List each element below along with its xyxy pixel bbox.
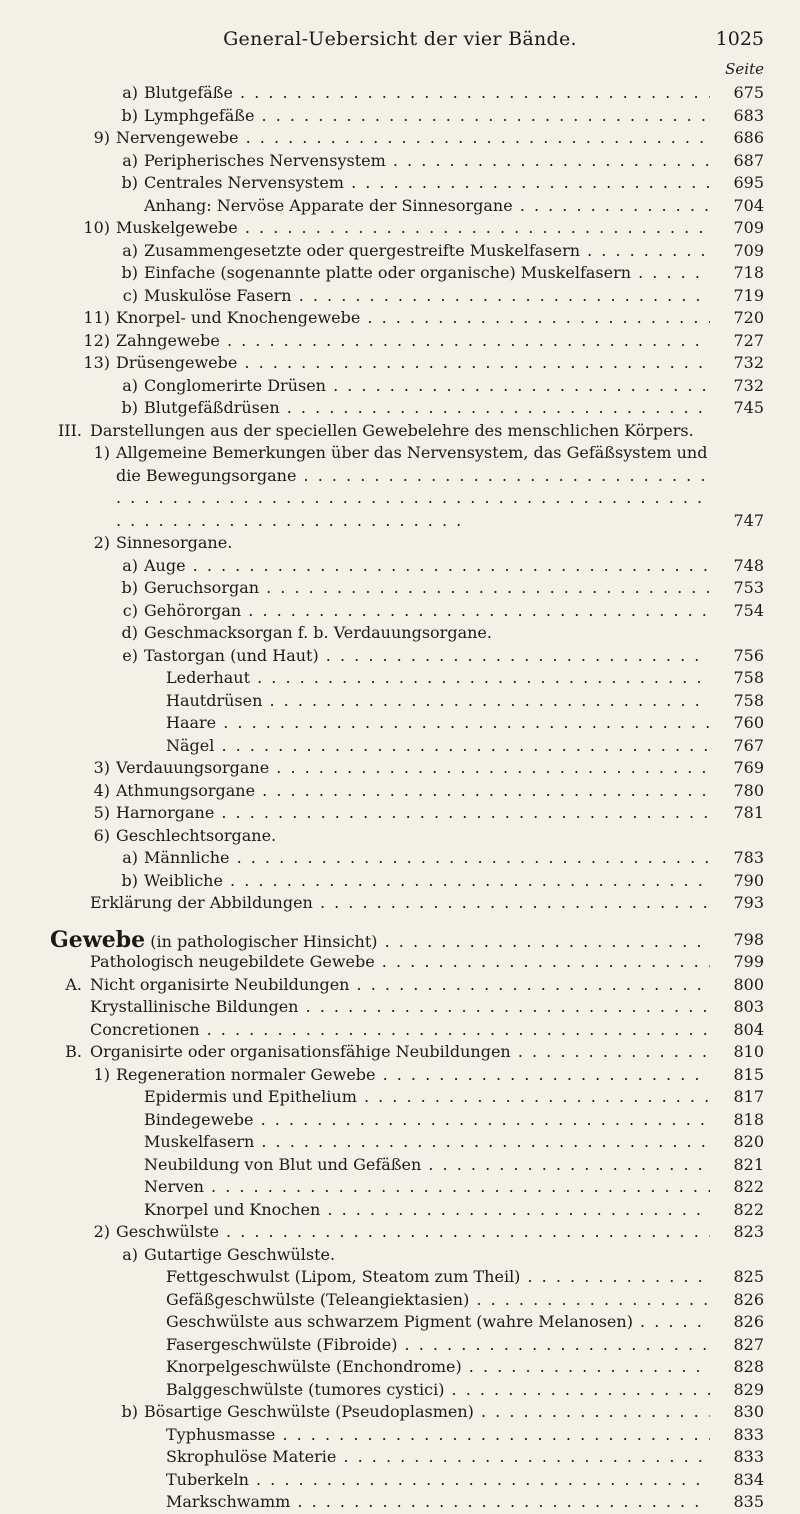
toc-entry bbox=[50, 352, 764, 375]
toc-entry-title bbox=[144, 870, 710, 893]
toc-entry-text: Hautdrüsen bbox=[166, 690, 263, 710]
toc-entry-title bbox=[116, 307, 710, 330]
toc-entry-title bbox=[166, 1289, 710, 1312]
toc-entry-title bbox=[144, 555, 710, 578]
toc-entry-text: Nerven bbox=[144, 1177, 204, 1196]
toc-entry bbox=[50, 150, 764, 173]
toc-entry-text: Nägel bbox=[166, 735, 215, 755]
toc-entry-page: 732 bbox=[712, 352, 764, 375]
toc-entry-page: 783 bbox=[712, 847, 764, 870]
toc-entry-title bbox=[166, 1266, 710, 1289]
toc-entry-label: 1) bbox=[93, 443, 110, 462]
toc-entry-text: Geschmacksorgan f. b. Verdauungsorgane. bbox=[144, 623, 492, 642]
toc-entry bbox=[50, 1244, 764, 1267]
toc-entry-page: 799 bbox=[712, 951, 764, 974]
toc-entry bbox=[50, 600, 764, 623]
toc-entry-title bbox=[90, 1041, 710, 1064]
toc-entry-page: 767 bbox=[712, 735, 764, 758]
toc-entry-text: Knorpel- und Knochengewebe bbox=[116, 308, 361, 327]
toc-entry-page: 709 bbox=[712, 217, 764, 240]
toc-entry-label: 3) bbox=[93, 758, 110, 777]
toc-entry bbox=[50, 240, 764, 263]
toc-entry-title bbox=[116, 1221, 710, 1244]
toc-entry bbox=[50, 929, 764, 952]
toc-entry-title bbox=[90, 892, 710, 915]
toc-entry-page: 747 bbox=[712, 510, 764, 533]
toc-entry-title bbox=[144, 240, 710, 263]
page-column-label: Seite bbox=[725, 60, 764, 78]
toc-entry-label: 11) bbox=[83, 308, 110, 327]
toc-entry bbox=[50, 1424, 764, 1447]
toc-entry bbox=[50, 1379, 764, 1402]
toc-entry bbox=[50, 82, 764, 105]
toc-entry-title bbox=[166, 1446, 710, 1469]
toc-entry-title bbox=[116, 442, 710, 532]
toc-entry-page: 834 bbox=[712, 1469, 764, 1492]
toc-entry-title bbox=[144, 1131, 710, 1154]
toc-entry bbox=[50, 375, 764, 398]
toc-entry-page: 709 bbox=[712, 240, 764, 263]
toc-entry-page: 821 bbox=[712, 1154, 764, 1177]
toc-entry-text: Concretionen bbox=[90, 1019, 200, 1039]
toc-entry-text: Drüsengewebe bbox=[116, 353, 238, 372]
toc-entry-text: Peripherisches Nervensystem bbox=[144, 150, 386, 170]
toc-entry-title bbox=[116, 825, 710, 848]
toc-entry-page: 732 bbox=[712, 375, 764, 398]
toc-entry-page: 815 bbox=[712, 1064, 764, 1087]
toc-entry-title bbox=[144, 1199, 710, 1222]
toc-entry-page: 820 bbox=[712, 1131, 764, 1154]
toc-entry-label: b) bbox=[121, 105, 138, 125]
toc-entry-title bbox=[166, 735, 710, 758]
toc-entry-label: B. bbox=[65, 1042, 82, 1061]
toc-entry-text: Organisirte oder organisationsfähige Neubildungen bbox=[90, 1042, 511, 1061]
toc-entry-page: 833 bbox=[712, 1446, 764, 1469]
toc-entry bbox=[50, 1154, 764, 1177]
toc-entry-text: Knorpel und Knochen bbox=[144, 1199, 321, 1219]
toc-entry-page: 753 bbox=[712, 577, 764, 600]
toc-entry-page: 790 bbox=[712, 870, 764, 893]
toc-entry-text: Typhusmasse bbox=[166, 1424, 276, 1444]
toc-entry-text: Bindegewebe bbox=[144, 1109, 254, 1129]
toc-entry-label: A. bbox=[65, 974, 82, 994]
toc-entry bbox=[50, 217, 764, 240]
toc-entry-text: Gewebe bbox=[50, 928, 146, 953]
toc-entry bbox=[50, 1266, 764, 1289]
toc-entry-text: Anhang: Nervöse Apparate der Sinnesorgane bbox=[144, 195, 513, 215]
toc-entry-text: Krystallinische Bildungen bbox=[90, 997, 299, 1016]
toc-entry-label: b) bbox=[121, 398, 138, 417]
toc-entry-title bbox=[144, 195, 710, 218]
toc-entry-page: 822 bbox=[712, 1176, 764, 1199]
toc-entry-label: c) bbox=[122, 285, 138, 305]
toc-entry bbox=[50, 307, 764, 330]
toc-entry-page: 756 bbox=[712, 645, 764, 668]
toc-entry-title bbox=[116, 352, 710, 375]
toc-entry-title bbox=[166, 1356, 710, 1379]
toc-entry-text: Harnorgane bbox=[116, 803, 215, 822]
toc-entry bbox=[50, 1041, 764, 1064]
toc-entry-title bbox=[90, 951, 710, 974]
toc-entry bbox=[50, 690, 764, 713]
toc-entry-text: Nicht organisirte Neubildungen bbox=[90, 974, 350, 994]
toc-entry-title bbox=[166, 1491, 710, 1514]
toc-entry-text: Geschlechtsorgane. bbox=[116, 825, 277, 845]
toc-entry-text: Bösartige Geschwülste (Pseudoplasmen) bbox=[144, 1402, 474, 1421]
toc-entry-text: Tastorgan (und Haut) bbox=[144, 645, 319, 665]
toc-entry-text: Geschwülste aus schwarzem Pigment (wahre Melanosen) bbox=[166, 1312, 633, 1331]
toc-entry-title bbox=[144, 1154, 710, 1177]
toc-entry bbox=[50, 1469, 764, 1492]
toc-entry bbox=[50, 1334, 764, 1357]
toc-entry-page: 804 bbox=[712, 1019, 764, 1042]
toc-entry-title bbox=[166, 1334, 710, 1357]
toc-entry bbox=[50, 555, 764, 578]
toc-entry-title bbox=[144, 150, 710, 173]
toc-entry bbox=[50, 645, 764, 668]
toc-entry-title bbox=[144, 262, 710, 285]
toc-entry-text: Balggeschwülste (tumores cystici) bbox=[166, 1379, 445, 1399]
toc-entry-page: 687 bbox=[712, 150, 764, 173]
toc-entry-text: Knorpelgeschwülste (Enchondrome) bbox=[166, 1357, 462, 1376]
toc-entry-page: 800 bbox=[712, 974, 764, 997]
toc-entry-text: Sinnesorgane. bbox=[116, 533, 233, 552]
toc-entry bbox=[50, 1356, 764, 1379]
toc-entry bbox=[50, 195, 764, 218]
toc-entry-page: 686 bbox=[712, 127, 764, 150]
toc-entry-label: 1) bbox=[93, 1064, 110, 1084]
toc-entry-title bbox=[116, 330, 710, 353]
toc-entry-text: Zahngewebe bbox=[116, 330, 220, 350]
toc-entry-title bbox=[144, 105, 710, 128]
toc-entry-title bbox=[116, 1064, 710, 1087]
toc-entry bbox=[50, 397, 764, 420]
toc-entry bbox=[50, 735, 764, 758]
toc-entry bbox=[50, 532, 764, 555]
toc-entry-text: Markschwamm bbox=[166, 1492, 291, 1511]
toc-entry-page: 818 bbox=[712, 1109, 764, 1132]
toc-entry-page: 704 bbox=[712, 195, 764, 218]
toc-entry-text: Männliche bbox=[144, 848, 230, 867]
toc-entry-page: 810 bbox=[712, 1041, 764, 1064]
toc-entry-label: b) bbox=[121, 1402, 138, 1421]
toc-entry-title bbox=[50, 929, 710, 954]
toc-entry bbox=[50, 105, 764, 128]
toc-entry-text: Allgemeine Bemerkungen über das Nervensystem, das Gefäßsystem und die Bewegungsorgane bbox=[116, 443, 708, 485]
toc-entry bbox=[50, 825, 764, 848]
toc-entry-text: Muskelgewebe bbox=[116, 218, 238, 237]
toc-entry-text: Blutgefäßdrüsen bbox=[144, 398, 280, 417]
toc-entry-text: Conglomerirte Drüsen bbox=[144, 375, 326, 395]
toc-entry bbox=[50, 667, 764, 690]
toc-entry-page: 758 bbox=[712, 690, 764, 713]
toc-entry-title bbox=[166, 1311, 710, 1334]
toc-entry-text: Haare bbox=[166, 713, 217, 732]
toc-entry-text: Geruchsorgan bbox=[144, 578, 260, 597]
toc-entry-page: 825 bbox=[712, 1266, 764, 1289]
toc-entry-page: 675 bbox=[712, 82, 764, 105]
toc-entry-page: 830 bbox=[712, 1401, 764, 1424]
toc-entry-page: 695 bbox=[712, 172, 764, 195]
toc-entry-text: Erklärung der Abbildungen bbox=[90, 893, 313, 912]
toc-entry bbox=[50, 1491, 764, 1514]
toc-entry bbox=[50, 802, 764, 825]
toc-entry-text: Muskulöse Fasern bbox=[144, 285, 292, 305]
toc-entry-text: Regeneration normaler Gewebe bbox=[116, 1064, 376, 1084]
toc-entry bbox=[50, 951, 764, 974]
toc-entry bbox=[50, 870, 764, 893]
toc-entry-title bbox=[144, 397, 710, 420]
toc-entry-title bbox=[116, 217, 710, 240]
toc-entry-title bbox=[90, 996, 710, 1019]
toc-entry-title bbox=[144, 645, 710, 668]
toc-entry bbox=[50, 1221, 764, 1244]
toc-entry-page: 720 bbox=[712, 307, 764, 330]
toc-entry-title bbox=[144, 285, 710, 308]
toc-entry-page: 683 bbox=[712, 105, 764, 128]
toc-entry-title bbox=[116, 780, 710, 803]
toc-entry-label: b) bbox=[121, 173, 138, 192]
toc-entry-page: 833 bbox=[712, 1424, 764, 1447]
toc-entry-label: a) bbox=[122, 240, 138, 260]
toc-entry bbox=[50, 1109, 764, 1132]
toc-entry-label: 13) bbox=[83, 353, 110, 372]
toc-entry-text: Zusammengesetzte oder quergestreifte Muskelfasern bbox=[144, 240, 581, 260]
toc-entry-page: 828 bbox=[712, 1356, 764, 1379]
toc-entry-text: Lederhaut bbox=[166, 668, 251, 687]
toc-entry-page: 760 bbox=[712, 712, 764, 735]
toc-entry bbox=[50, 442, 764, 532]
toc-entry bbox=[50, 622, 764, 645]
toc-entry-page: 781 bbox=[712, 802, 764, 825]
toc-entry-text: Nervengewebe bbox=[116, 128, 239, 147]
toc-entry-text: Muskelfasern bbox=[144, 1132, 255, 1151]
toc-entry-text: Blutgefäße bbox=[144, 83, 233, 102]
toc-entry-text: Fettgeschwulst (Lipom, Steatom zum Theil) bbox=[166, 1267, 521, 1286]
toc-entry bbox=[50, 1064, 764, 1087]
toc-entry-label: a) bbox=[122, 375, 138, 395]
toc-entry-label: 2) bbox=[93, 1222, 110, 1241]
toc-entry-label: a) bbox=[122, 848, 138, 867]
toc-entry bbox=[50, 1019, 764, 1042]
toc-entry-text: Centrales Nervensystem bbox=[144, 173, 344, 192]
toc-entry-page: 758 bbox=[712, 667, 764, 690]
toc-entry bbox=[50, 1401, 764, 1424]
toc-entry-page: 823 bbox=[712, 1221, 764, 1244]
toc-entry bbox=[50, 780, 764, 803]
toc-entry-text: Epidermis und Epithelium bbox=[144, 1087, 357, 1106]
toc-entry bbox=[50, 1199, 764, 1222]
toc-entry-title bbox=[166, 1379, 710, 1402]
toc-entry-title bbox=[166, 690, 710, 713]
toc-entry-label: 9) bbox=[93, 128, 110, 147]
toc-entry bbox=[50, 757, 764, 780]
table-of-contents bbox=[50, 82, 764, 1514]
toc-entry-label: 12) bbox=[83, 330, 110, 350]
toc-entry-page: 780 bbox=[712, 780, 764, 803]
toc-entry-text: Athmungsorgane bbox=[116, 780, 256, 800]
toc-entry-page: 822 bbox=[712, 1199, 764, 1222]
toc-entry-title bbox=[144, 600, 710, 623]
toc-entry-title bbox=[166, 712, 710, 735]
toc-entry-text: Skrophulöse Materie bbox=[166, 1447, 337, 1466]
toc-entry-text: Lymphgefäße bbox=[144, 105, 255, 125]
toc-entry-page: 793 bbox=[712, 892, 764, 915]
toc-entry-title bbox=[144, 622, 710, 645]
toc-entry bbox=[50, 330, 764, 353]
toc-entry-subtitle: (in pathologischer Hinsicht) bbox=[150, 931, 378, 951]
toc-entry-text: Tuberkeln bbox=[166, 1469, 249, 1489]
toc-entry-text: Fasergeschwülste (Fibroide) bbox=[166, 1334, 398, 1354]
toc-entry-label: 6) bbox=[93, 825, 110, 845]
toc-entry bbox=[50, 420, 764, 443]
toc-entry-page: 826 bbox=[712, 1311, 764, 1334]
toc-entry bbox=[50, 1311, 764, 1334]
toc-entry-page: 718 bbox=[712, 262, 764, 285]
toc-entry-label: a) bbox=[122, 150, 138, 170]
toc-entry-title bbox=[90, 420, 710, 443]
toc-entry bbox=[50, 1176, 764, 1199]
page-number: 1025 bbox=[715, 28, 764, 50]
toc-entry-label: 2) bbox=[93, 533, 110, 552]
toc-entry-title bbox=[116, 532, 710, 555]
toc-entry-label: a) bbox=[122, 83, 138, 102]
toc-entry-title bbox=[116, 127, 710, 150]
toc-entry bbox=[50, 1446, 764, 1469]
toc-entry bbox=[50, 1289, 764, 1312]
toc-entry-title bbox=[144, 577, 710, 600]
toc-entry-title bbox=[90, 974, 710, 997]
toc-entry-text: Gutartige Geschwülste. bbox=[144, 1244, 336, 1264]
toc-entry-title bbox=[166, 667, 710, 690]
toc-entry-label: b) bbox=[121, 263, 138, 282]
toc-entry-title bbox=[144, 1244, 710, 1267]
toc-entry-title bbox=[166, 1469, 710, 1492]
toc-entry bbox=[50, 1086, 764, 1109]
toc-entry-title bbox=[144, 172, 710, 195]
toc-entry bbox=[50, 847, 764, 870]
toc-entry-title bbox=[116, 802, 710, 825]
toc-entry bbox=[50, 974, 764, 997]
toc-entry-label: c) bbox=[122, 600, 138, 620]
toc-entry-page: 754 bbox=[712, 600, 764, 623]
toc-entry bbox=[50, 127, 764, 150]
toc-entry-label: 4) bbox=[93, 780, 110, 800]
toc-entry-text: Pathologisch neugebildete Gewebe bbox=[90, 952, 375, 971]
toc-entry-page: 745 bbox=[712, 397, 764, 420]
toc-entry-title bbox=[144, 1086, 710, 1109]
toc-entry-label: 10) bbox=[83, 218, 110, 237]
toc-entry-page: 748 bbox=[712, 555, 764, 578]
toc-entry-page: 827 bbox=[712, 1334, 764, 1357]
toc-entry-label: III. bbox=[57, 420, 82, 440]
toc-entry-title bbox=[144, 375, 710, 398]
toc-entry-label: a) bbox=[122, 1244, 138, 1264]
running-header-title: General-Uebersicht der vier Bände. bbox=[223, 28, 577, 50]
toc-entry-page: 719 bbox=[712, 285, 764, 308]
toc-entry-page: 727 bbox=[712, 330, 764, 353]
toc-entry-label: d) bbox=[121, 623, 138, 642]
toc-entry-text: Gefäßgeschwülste (Teleangiektasien) bbox=[166, 1289, 470, 1309]
toc-entry-title bbox=[144, 847, 710, 870]
toc-entry-text: Verdauungsorgane bbox=[116, 758, 270, 777]
toc-entry bbox=[50, 262, 764, 285]
toc-entry-title bbox=[144, 1401, 710, 1424]
toc-entry-text: Gehörorgan bbox=[144, 600, 242, 620]
toc-entry bbox=[50, 712, 764, 735]
toc-entry bbox=[50, 996, 764, 1019]
toc-entry-page: 798 bbox=[712, 929, 764, 952]
toc-entry bbox=[50, 172, 764, 195]
toc-entry bbox=[50, 577, 764, 600]
toc-entry-title bbox=[166, 1424, 710, 1447]
toc-entry-text: Einfache (sogenannte platte oder organische) Muskelfasern bbox=[144, 263, 632, 282]
toc-entry-text: Auge bbox=[144, 555, 186, 575]
toc-entry-text: Darstellungen aus der speciellen Gewebelehre des menschlichen Körpers. bbox=[90, 420, 694, 440]
toc-entry-title bbox=[90, 1019, 710, 1042]
toc-entry bbox=[50, 1131, 764, 1154]
toc-entry-label: b) bbox=[121, 578, 138, 597]
toc-entry-title bbox=[144, 1109, 710, 1132]
toc-entry-label: a) bbox=[122, 555, 138, 575]
toc-entry-page: 817 bbox=[712, 1086, 764, 1109]
toc-entry-page: 829 bbox=[712, 1379, 764, 1402]
toc-entry-page: 803 bbox=[712, 996, 764, 1019]
toc-entry bbox=[50, 892, 764, 915]
toc-entry-page: 835 bbox=[712, 1491, 764, 1514]
toc-entry-label: 5) bbox=[93, 803, 110, 822]
toc-entry-title bbox=[116, 757, 710, 780]
toc-entry-text: Geschwülste bbox=[116, 1222, 219, 1241]
toc-entry-page: 826 bbox=[712, 1289, 764, 1312]
toc-entry-label: b) bbox=[121, 870, 138, 890]
toc-entry-title bbox=[144, 1176, 710, 1199]
toc-entry bbox=[50, 285, 764, 308]
toc-entry-text: Weibliche bbox=[144, 870, 223, 890]
toc-entry-label: e) bbox=[122, 645, 138, 665]
toc-entry-text: Neubildung von Blut und Gefäßen bbox=[144, 1154, 422, 1174]
toc-entry-title bbox=[144, 82, 710, 105]
toc-entry-page: 769 bbox=[712, 757, 764, 780]
